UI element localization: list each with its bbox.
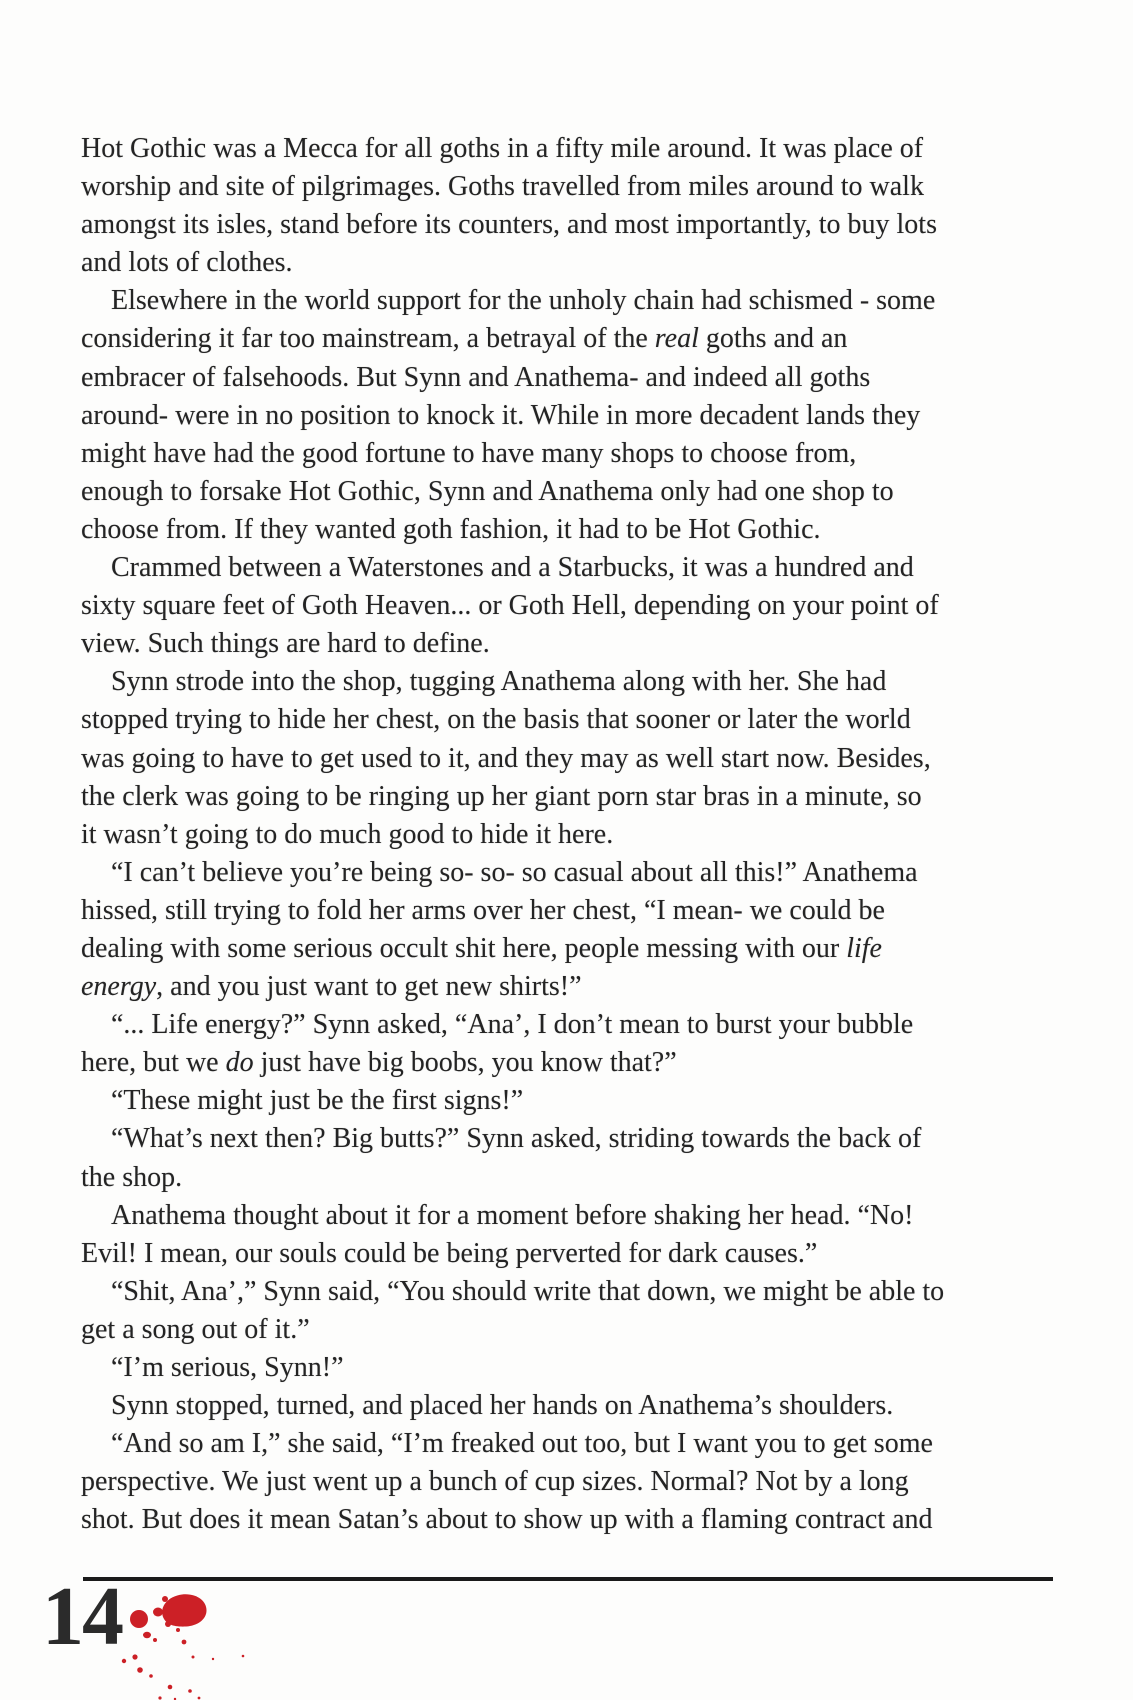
text-line: “I’m serious, Synn!”	[111, 1352, 344, 1383]
text-line: “These might just be the first signs!”	[111, 1085, 524, 1117]
text-line: view. Such things are hard to define.	[81, 628, 490, 660]
text-line: the clerk was going to be ringing up her giant porn star bras in a minute, so	[81, 780, 922, 812]
text-line: “I can’t believe you’re being so- so- so casual about all this!” Anathema	[111, 856, 918, 888]
text-line: Elsewhere in the world support for the unholy chain had schismed - some	[111, 285, 936, 317]
text-line: “And so am I,” she said, “I’m freaked out too, but I want you to get some	[111, 1428, 933, 1460]
text-line: hissed, still trying to fold her arms over her chest, “I mean- we could be	[81, 894, 885, 926]
text-line: worship and site of pilgrimages. Goths travelled from miles around to walk	[81, 171, 924, 203]
blood-splatter-icon	[105, 1588, 265, 1700]
text-line: amongst its isles, stand before its counters, and most importantly, to buy lots	[81, 209, 937, 241]
page-number: 14	[42, 1570, 122, 1663]
text-line: perspective. We just went up a bunch of cup sizes. Normal? Not by a long	[81, 1466, 909, 1498]
text-line: Evil! I mean, our souls could be being perverted for dark causes.”	[81, 1237, 818, 1269]
text-line: was going to have to get used to it, and they may as well start now. Besides,	[81, 742, 931, 774]
text-line: “What’s next then? Big butts?” Synn asked, striding towards the back of	[111, 1123, 922, 1155]
text-line: Crammed between a Waterstones and a Starbucks, it was a hundred and	[111, 552, 914, 584]
text-line: shot. But does it mean Satan’s about to show up with a flaming contract and	[81, 1504, 933, 1536]
text-line: “Shit, Ana’,” Synn said, “You should write that down, we might be able to	[111, 1275, 945, 1307]
text-block	[81, 130, 1050, 1539]
text-line: “... Life energy?” Synn asked, “Ana’, I don’t mean to burst your bubble	[111, 1009, 914, 1041]
text-line: the shop.	[81, 1161, 183, 1193]
text-line: get a song out of it.”	[81, 1313, 310, 1345]
text-line: choose from. If they wanted goth fashion, it had to be Hot Gothic.	[81, 513, 821, 545]
text-line: Anathema thought about it for a moment before shaking her head. “No!	[111, 1199, 914, 1231]
text-line: embracer of falsehoods. But Synn and Anathema- and indeed all goths	[81, 361, 871, 393]
text-line: Synn strode into the shop, tugging Anathema along with her. She had	[111, 666, 887, 698]
text-line: and lots of clothes.	[81, 247, 293, 279]
text-line: energy, and you just want to get new shirts!”	[81, 971, 582, 1003]
text-line: might have had the good fortune to have many shops to choose from,	[81, 437, 857, 469]
footer-rule	[83, 1577, 1053, 1581]
text-line: here, but we do just have big boobs, you know that?”	[81, 1047, 677, 1079]
text-line: Synn stopped, turned, and placed her hands on Anathema’s shoulders.	[111, 1390, 894, 1422]
text-line: stopped trying to hide her chest, on the basis that sooner or later the world	[81, 704, 911, 736]
text-line: dealing with some serious occult shit here, people messing with our life	[81, 932, 882, 964]
text-line: around- were in no position to knock it. While in more decadent lands they	[81, 399, 921, 431]
text-line: considering it far too mainstream, a betrayal of the real goths and an	[81, 323, 848, 355]
text-line: Hot Gothic was a Mecca for all goths in a fifty mile around. It was place of	[81, 133, 924, 164]
text-line: enough to forsake Hot Gothic, Synn and Anathema only had one shop to	[81, 475, 894, 507]
text-line: it wasn’t going to do much good to hide it here.	[81, 818, 614, 850]
text-line: sixty square feet of Goth Heaven... or Goth Hell, depending on your point of	[81, 590, 939, 622]
